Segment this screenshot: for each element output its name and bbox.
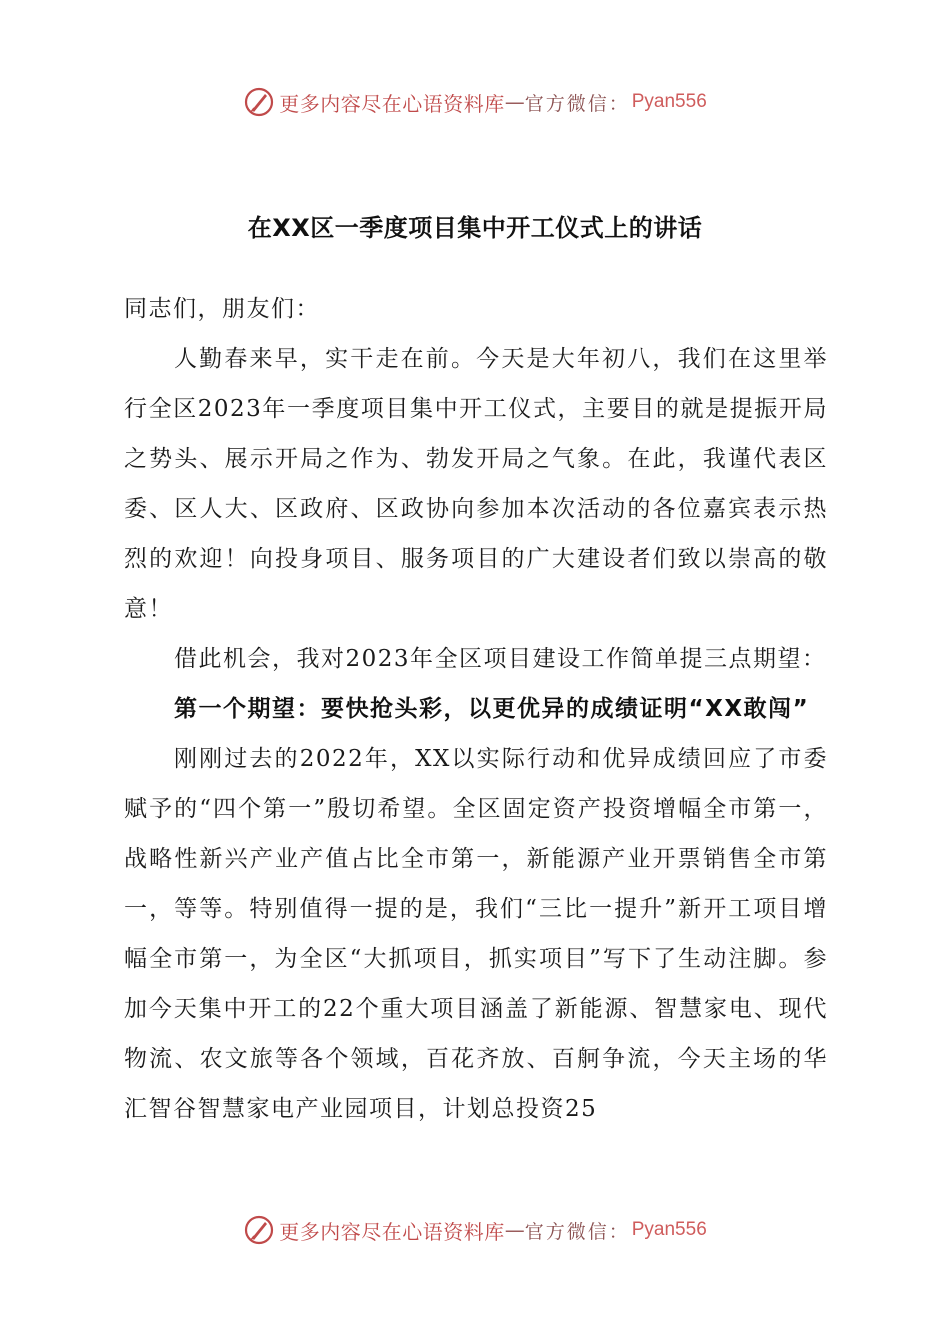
banner-dash: — xyxy=(504,1218,525,1242)
section-heading: 第一个期望：要快抢头彩，以更优异的成绩证明“XX敢闯” xyxy=(174,696,810,722)
banner-brand-text: 更多内容尽在心语资料库 xyxy=(279,1219,505,1244)
banner-wechat-id: Pyan556 xyxy=(631,91,707,112)
banner-brand-text: 更多内容尽在心语资料库 xyxy=(279,91,505,116)
paragraph: 刚刚过去的2022年，XX以实际行动和优异成绩回应了市委赋予的“四个第一”殷切希望。全区固定资产投资增幅全市第一，战略性新兴产业产值占比全市第一，新能源产业开票销售全市第一，等等。特别值得一提的是，我们“三比一提升”新开工项目增幅全市第一，为全区“大抓项目，抓实项目”写下了生动注脚。参加今天集中开工的22个重大项目涵盖了新能源、智慧家电、现代物流、农文旅等各个领域，百花齐放、百舸争流，今天主场的华汇智谷智慧家电产业园项目，计划总投资25 xyxy=(124,746,828,1122)
salutation: 同志们，朋友们： xyxy=(124,296,320,322)
quill-pen-logo-icon xyxy=(243,86,275,118)
banner-wechat-id: Pyan556 xyxy=(631,1219,707,1240)
banner-dash: — xyxy=(504,90,525,114)
paragraph: 借此机会，我对2023年全区项目建设工作简单提三点期望： xyxy=(174,646,827,672)
banner-contact-label: 官方微信： xyxy=(524,1220,630,1243)
footer-banner xyxy=(0,1210,950,1250)
paragraph: 人勤春来早，实干走在前。今天是大年初八，我们在这里举行全区2023年一季度项目集中开工仪式，主要目的就是提振开局之势头、展示开局之作为、勃发开局之气象。在此，我谨代表区委、区人大、区政府、区政协向参加本次活动的各位嘉宾表示热烈的欢迎！向投身项目、服务项目的广大建设者们致以崇高的敬意！ xyxy=(124,346,828,622)
document-title: 在XX区一季度项目集中开工仪式上的讲话 xyxy=(247,214,703,242)
banner-contact-label: 官方微信： xyxy=(524,92,630,115)
header-banner xyxy=(0,82,950,122)
quill-pen-logo-icon xyxy=(243,1214,275,1246)
document-body xyxy=(124,284,828,1134)
